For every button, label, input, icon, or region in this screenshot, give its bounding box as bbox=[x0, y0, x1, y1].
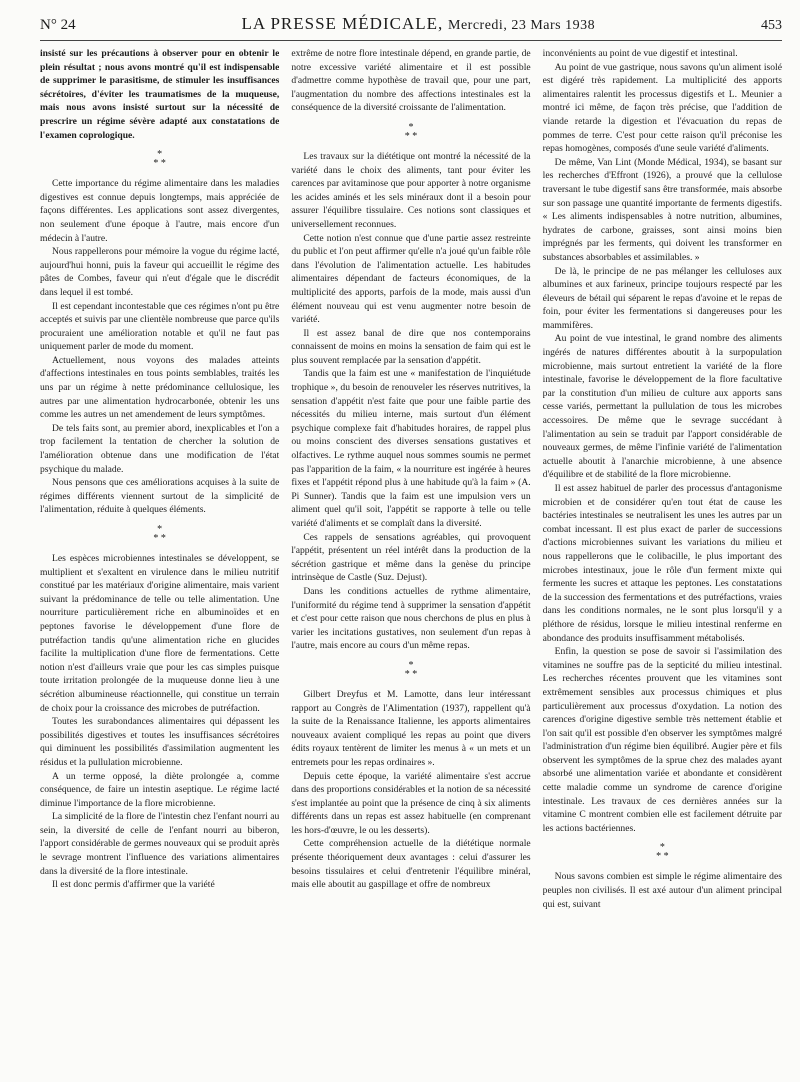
paragraph: Nous pensons que ces améliorations acquises à la suite de régimes différents viennent surtout de la simplicité de l'alimentation, réduite à quelques éléments. bbox=[40, 477, 280, 516]
paragraph: Gilbert Dreyfus et M. Lamotte, dans leur intéressant rapport au Congrès de l'Alimentation (1937), rappellent qu'à la suite de la Renaissance Italienne, les apports alimentaires nouveaux avaient compliqué les repas au point que divers édits royaux tentèrent de limiter les menus à « un mets et un entremets pour les repas ordinaires ». bbox=[291, 688, 531, 768]
article-columns bbox=[40, 47, 782, 1077]
paragraph: De là, le principe de ne pas mélanger les celluloses aux albumines et aux farineux, principe toujours respecté par les éleveurs de bétail qui séparent le repas d'avoine et le repas de foin, pour éviter les fermentations si dangereuses pour les mammifères. bbox=[542, 265, 782, 331]
paragraph: inconvénients au point de vue digestif et intestinal. bbox=[542, 48, 738, 59]
paragraph: Il est cependant incontestable que ces régimes n'ont pu être acceptés et suivis par une clientèle nombreuse que parce qu'ils procuraient une amélioration notable et qu'il ne faut pas uniquement parler de mode du moment. bbox=[40, 300, 280, 353]
separator-star-top: * bbox=[157, 524, 163, 535]
paragraph: Tandis que la faim est une « manifestation de l'inquiétude trophique », du besoin de renouveler les réserves nutritives, la sensation d'appétit n'est faite que pour une faible partie des nécessités du milieu interne, mais surtout d'un élément psychique complexe fait d'habitudes horaires, de rappel plus ou moins conscient des diverses sensations gustatives et olfactives. Le rythme auquel nous sommes soumis ne permet pas l'apparition de la faim, « la nourriture est ingérée à heures fixes et l'appétit répond plus à une habitude qu'à la faim » (A. Pi Sunner). Tandis que la faim est une impulsion vers un aliment quel qu'il soit, l'appétit se rapporte à telle ou telle variété d'aliments et se complaît dans la diversité. bbox=[291, 368, 531, 529]
paragraph: Cette notion n'est connue que d'une partie assez restreinte du public et l'on peut affirmer qu'elle n'a joué qu'un faible rôle dans l'évolution de l'alimentation actuelle. Les habitudes alimentaires dépendant de facteurs économiques, de la multiplicité des apports, parfois de la mode, mais aussi d'un élément nouveau qui est venu augmenter notre besoin de variété. bbox=[291, 232, 531, 326]
column-2 bbox=[291, 47, 530, 1077]
paragraph: Toutes les surabondances alimentaires qui dépassent les possibilités digestives et toutes les insuffisances sécrétoires qui diminuent les possibilités d'assimilation augmentent les résidus et la pullulation microbienne. bbox=[40, 716, 280, 768]
paragraph: Il est donc permis d'affirmer que la variété bbox=[52, 879, 215, 891]
separator-star-top: * bbox=[157, 149, 163, 161]
paragraph: De même, Van Lint (Monde Médical, 1934), se basant sur les recherches d'Effront (1926), a prouvé que la cellulose traversant le tube digestif sans être transformée, mais absorbe sur son passage une quantité importante de ferments digestifs. « Les aliments indispensables à notre nutrition, albumines, hydrates de carbone, graisses, sont ainsi moins bien imprégnés par les ferments, qui doivent les transformer en substances absorbables et assimilables. » bbox=[542, 156, 782, 263]
section-separator bbox=[40, 525, 279, 543]
paragraph: Cette importance du régime alimentaire dans les maladies digestives est connue depuis longtemps, mais appréciée de façons différentes. Les applications sont assez divergentes, non seulement d'une époque à l'autre, mais encore d'un médecin à l'autre. bbox=[40, 178, 280, 244]
separator-star-top: * bbox=[408, 121, 414, 133]
paragraph: Cette compréhension actuelle de la diététique normale présente théoriquement deux avantages : celui d'assurer les besoins tissulaires et celui d'entretenir l'équilibre minéral, mais elle aboutit au gaspillage et offre de nombreux bbox=[291, 838, 531, 891]
paragraph: Depuis cette époque, la variété alimentaire s'est accrue dans des proportions considérables et la notion de sa nécessité s'est implantée au point que la présence de cinq à six aliments différents dans un repas est assez habituelle (en comprenant les hors-d'œuvre, le ou les desserts). bbox=[291, 770, 531, 836]
paragraph: Les travaux sur la diététique ont montré la nécessité de la variété dans le choix des aliments, tant pour éviter les carences par avitaminose que pour apporter à notre organisme les acides aminés et les sels minéraux dont il a besoin pour assurer l'équilibre tissulaire. Ces notions sont classiques et universellement reconnues. bbox=[291, 150, 531, 230]
page-header bbox=[40, 14, 782, 41]
section-separator bbox=[40, 150, 279, 168]
separator-star-bottom: * * bbox=[153, 533, 166, 544]
paragraph: Enfin, la question se pose de savoir si l'assimilation des vitamines ne souffre pas de la septicité du milieu intestinal. Les recherches récentes prouvent que les vitamines sont extrêmement sensibles aux processus chimiques et plus particulièrement aux processus d'oxydation. La notion des carences d'origine digestive semble très nettement établie et l'on sait qu'il est possible d'en observer les symptômes malgré l'administration d'un régime bien équilibré. Augier père et fils observent les symptômes de la sprue chez des malades ayant absorbé une alimentation variée et abondante et considèrent cette maladie comme un syndrome de carence d'origine intestinale. Les travaux de ces dernières années sur la vitamine C montrent combien elle est facilement détruite par les actions bactériennes. bbox=[542, 646, 782, 834]
paragraph: insisté sur les précautions à observer pour en obtenir le plein résultat ; nous avons montré qu'il est indispensable de supprimer le parasitisme, de stimuler les insuffisances sécrétoires, d'éviter les traumatismes de la muqueuse, mais nous avons insisté surtout sur la nécessité de prescrire un régime sévère adapté aux constatations de l'examen coprologique. bbox=[40, 48, 280, 141]
paragraph: La simplicité de la flore de l'intestin chez l'enfant nourri au sein, la diversité de celle de l'enfant nourri au biberon, l'apport considérable de germes nouveaux qui se produit après le sevrage montrent l'influence des variations alimentaires dans la diversité de la flore intestinale. bbox=[40, 811, 280, 877]
separator-star-top: * bbox=[408, 659, 414, 671]
paragraph: extrême de notre flore intestinale dépend, en grande partie, de notre excessive variété alimentaire et il est possible d'admettre comme hypothèse de travail que, pour une part, l'augmentation du nombre des affections intestinales est la conséquence de la diversité croissante de l'alimentation. bbox=[291, 48, 531, 114]
separator-star-bottom: * * bbox=[404, 668, 418, 680]
section-separator bbox=[543, 843, 782, 861]
section-separator bbox=[291, 123, 530, 141]
paragraph: Au point de vue gastrique, nous savons qu'un aliment isolé est digéré très rapidement. La multiplicité des apports alimentaires ralentit les processus digestifs et L. Meunier a montré ici même, de façon très précise, que l'addition de viande retarde la digestion et l'évacuation du repas de pommes de terre. C'est pour cette raison qu'il préconise les repas homogènes, composés d'une seule variété d'aliments. bbox=[542, 61, 782, 155]
issue-date: Mercredi, 23 Mars 1938 bbox=[448, 18, 596, 33]
paragraph: Actuellement, nous voyons des malades atteints d'affections intestinales en tous points semblables, traités les uns par un régime à nette prédominance cellulosique, les autres par une alimentation hydrocarbonée, obtenir les uns comme les autres un net amendement de leurs symptômes. bbox=[40, 354, 280, 421]
paragraph: Ces rappels de sensations agréables, qui provoquent l'appétit, présentent un réel intérêt dans la production de la sécrétion gastrique et même dans la genèse du principe intrinsèque de Castle (Suz. Dejust). bbox=[291, 531, 531, 584]
paragraph: Nous savons combien est simple le régime alimentaire des peuples non civilisés. Il est axé autour d'un aliment principal qui est, suivant bbox=[542, 871, 782, 910]
paragraph: A un terme opposé, la diète prolongée a, comme conséquence, de faire un intestin aseptique. Le régime lacté diminue l'importance de la flore microbienne. bbox=[40, 770, 280, 809]
separator-star-bottom: * * bbox=[404, 130, 418, 142]
page-number: 453 bbox=[760, 18, 782, 33]
separator-star-bottom: * * bbox=[656, 851, 669, 863]
separator-star-top: * bbox=[659, 842, 665, 854]
column-3 bbox=[543, 47, 782, 1077]
journal-title-line bbox=[241, 14, 595, 34]
paragraph: Dans les conditions actuelles de rythme alimentaire, l'uniformité du régime tend à supprimer la sensation d'appétit et c'est pour cette raison que nous cherchons de plus en plus à varier les incitations gustatives, non seulement d'un repas à l'autre, mais encore au cours d'un même repas. bbox=[291, 585, 531, 652]
paragraph: Il est assez banal de dire que nos contemporains connaissent de moins en moins la sensation de faim qui est le plus souvent remplacée par la sensation d'appétit. bbox=[291, 327, 531, 366]
paragraph: Il est assez habituel de parler des processus d'antagonisme microbien et de considérer qu'en tout état de cause les bactéries intestinales se neutralisent les unes les autres par un combat incessant. Il est plus exact de parler de successions d'actions microbiennes suivant les variations du milieu et nous rappellerons que le colibacille, le plus important des microbes intestinaux, joue le rôle d'un ferment mixte qui fermente les sucres et attaque les peptones. Les constatations de la succession des fermentations et des putréfactions, vraies dans les conditions normales, ne le sont plus lorsqu'il y a pléthore de résidus, lorsque le milieu intestinal renferme en abondance des produits insuffisamment métabolisés. bbox=[542, 483, 782, 644]
separator-star-bottom: * * bbox=[153, 158, 166, 170]
paragraph: De tels faits sont, au premier abord, inexplicables et l'on a trop facilement la tentation de chercher la solution de l'amélioration obtenue dans une modification de l'état psychique du malade. bbox=[40, 422, 280, 475]
journal-title: LA PRESSE MÉDICALE, bbox=[241, 14, 444, 33]
section-separator bbox=[291, 661, 530, 679]
paragraph: Au point de vue intestinal, le grand nombre des aliments ingérés de natures différentes aboutit à la surpopulation microbienne, mais surtout entretient la variété de la flore intestinale, favorise le développement de la flore facultative par la constitution d'un milieu de culture aux apports sans cesse variés, permettant la pullulation de tous les microbes accessoires. De même que le sevrage succédant à l'alimentation au sein se traduit par l'apport considérable de nouveaux germes, de même l'infinie variété de l'alimentation actuelle aboutit à l'anarchie microbienne, à une absence d'équilibre et de stabilité de la flore microbienne. bbox=[542, 333, 782, 481]
paragraph: Les espèces microbiennes intestinales se développent, se multiplient et s'exaltent en virulence dans le milieu nutritif constitué par les matériaux d'origine alimentaire, mais varient suivant la prédominance de telle ou telle alimentation. Une nourriture particulièrement riche en albuminoïdes et en peptones favorise le développement d'une flore de putréfaction tandis qu'une alimentation riche en glucides facilite la multiplication d'une flore de fermentations. Cette notion n'est d'ailleurs vraie que pour les cas simples puisque toute irritation prolongée de la muqueuse donne lieu à une sécrétion albumineuse réactionnelle, qui constitue un terrain de choix pour la croissance des microbes de putréfaction. bbox=[40, 553, 280, 714]
issue-number: N° 24 bbox=[40, 17, 76, 33]
column-1 bbox=[40, 47, 279, 1077]
paragraph: Nous rappellerons pour mémoire la vogue du régime lacté, aujourd'hui honni, puis la faveur qui accueillit le régime des pâtes de Combes, faveur qui n'eut d'égale que le discrédit dans lequel il est tombé. bbox=[40, 246, 280, 298]
